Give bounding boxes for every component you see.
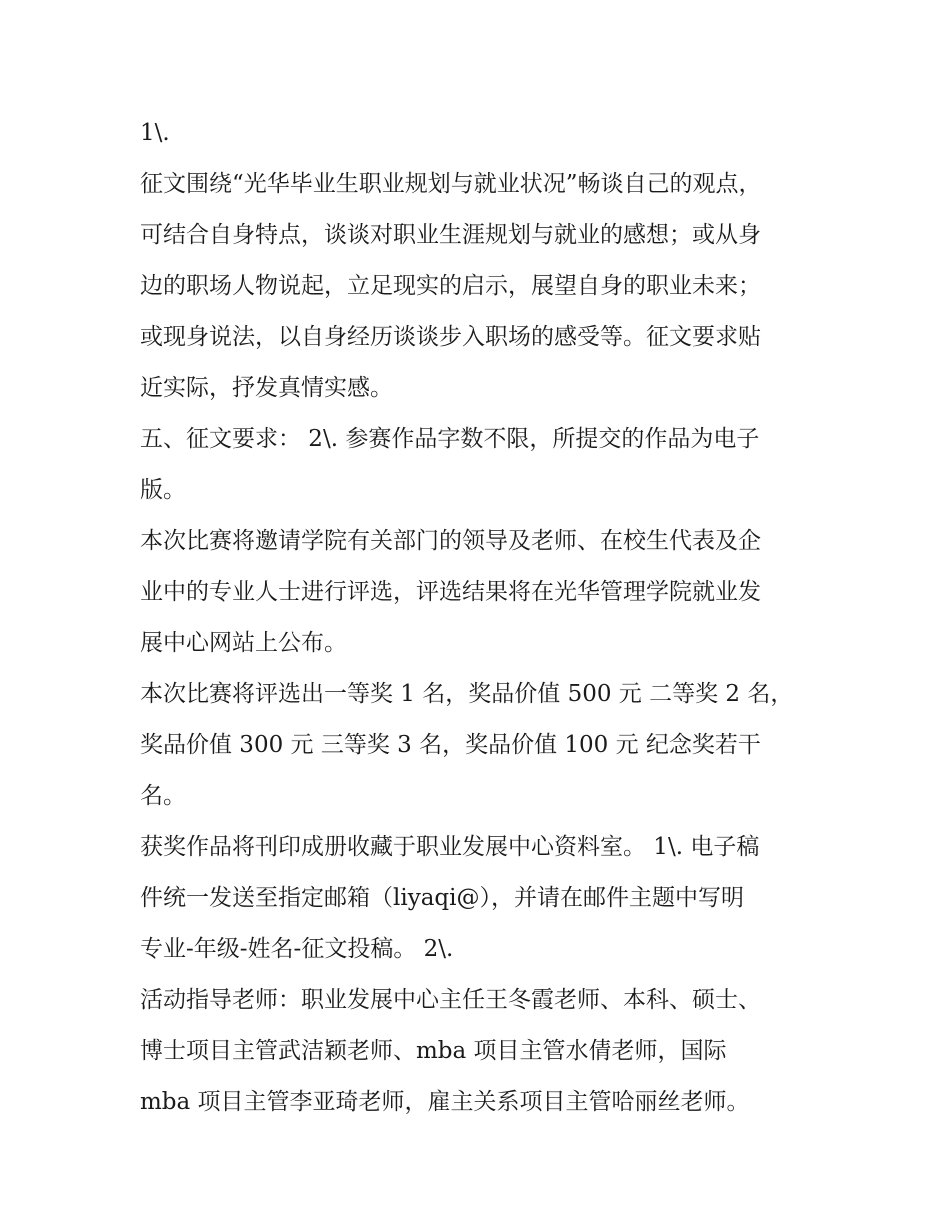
text-line-6: 近实际，抒发真情实感。 [140,375,393,401]
text-line-8: 版。 [140,477,186,503]
text-line-4: 边的职场人物说起，立足现实的启示，展望自身的职业未来； [140,273,761,299]
text-line-16: 件统一发送至指定邮箱（liyaqi@），并请在邮件主题中写明 [140,885,744,911]
document-body [140,108,820,1128]
text-line-19: 博士项目主管武洁颖老师、mba 项目主管水倩老师，国际 [140,1038,727,1064]
text-line-14: 名。 [140,783,186,809]
text-line-7: 五、征文要求： 2\. 参赛作品字数不限，所提交的作品为电子 [140,426,760,452]
text-line-2: 征文围绕“光华毕业生职业规划与就业状况”畅谈自己的观点， [140,171,762,197]
text-line-3: 可结合自身特点，谈谈对职业生涯规划与就业的感想；或从身 [140,222,761,248]
text-line-1: 1\. [140,120,170,146]
text-line-9: 本次比赛将邀请学院有关部门的领导及老师、在校生代表及企 [140,528,761,554]
text-line-20: mba 项目主管李亚琦老师，雇主关系项目主管哈丽丝老师。 [140,1089,750,1115]
text-line-11: 展中心网站上公布。 [140,630,347,656]
text-line-13: 奖品价值 300 元 三等奖 3 名，奖品价值 100 元 纪念奖若干 [140,732,761,758]
text-line-5: 或现身说法，以自身经历谈谈步入职场的感受等。征文要求贴 [140,324,761,350]
text-line-18: 活动指导老师：职业发展中心主任王冬霞老师、本科、硕士、 [140,987,761,1013]
text-line-15: 获奖作品将刊印成册收藏于职业发展中心资料室。 1\. 电子稿 [140,834,760,860]
text-line-17: 专业-年级-姓名-征文投稿。 2\. [140,936,454,962]
text-line-10: 业中的专业人士进行评选，评选结果将在光华管理学院就业发 [140,579,761,605]
text-line-12: 本次比赛将评选出一等奖 1 名，奖品价值 500 元 二等奖 2 名， [140,681,794,707]
